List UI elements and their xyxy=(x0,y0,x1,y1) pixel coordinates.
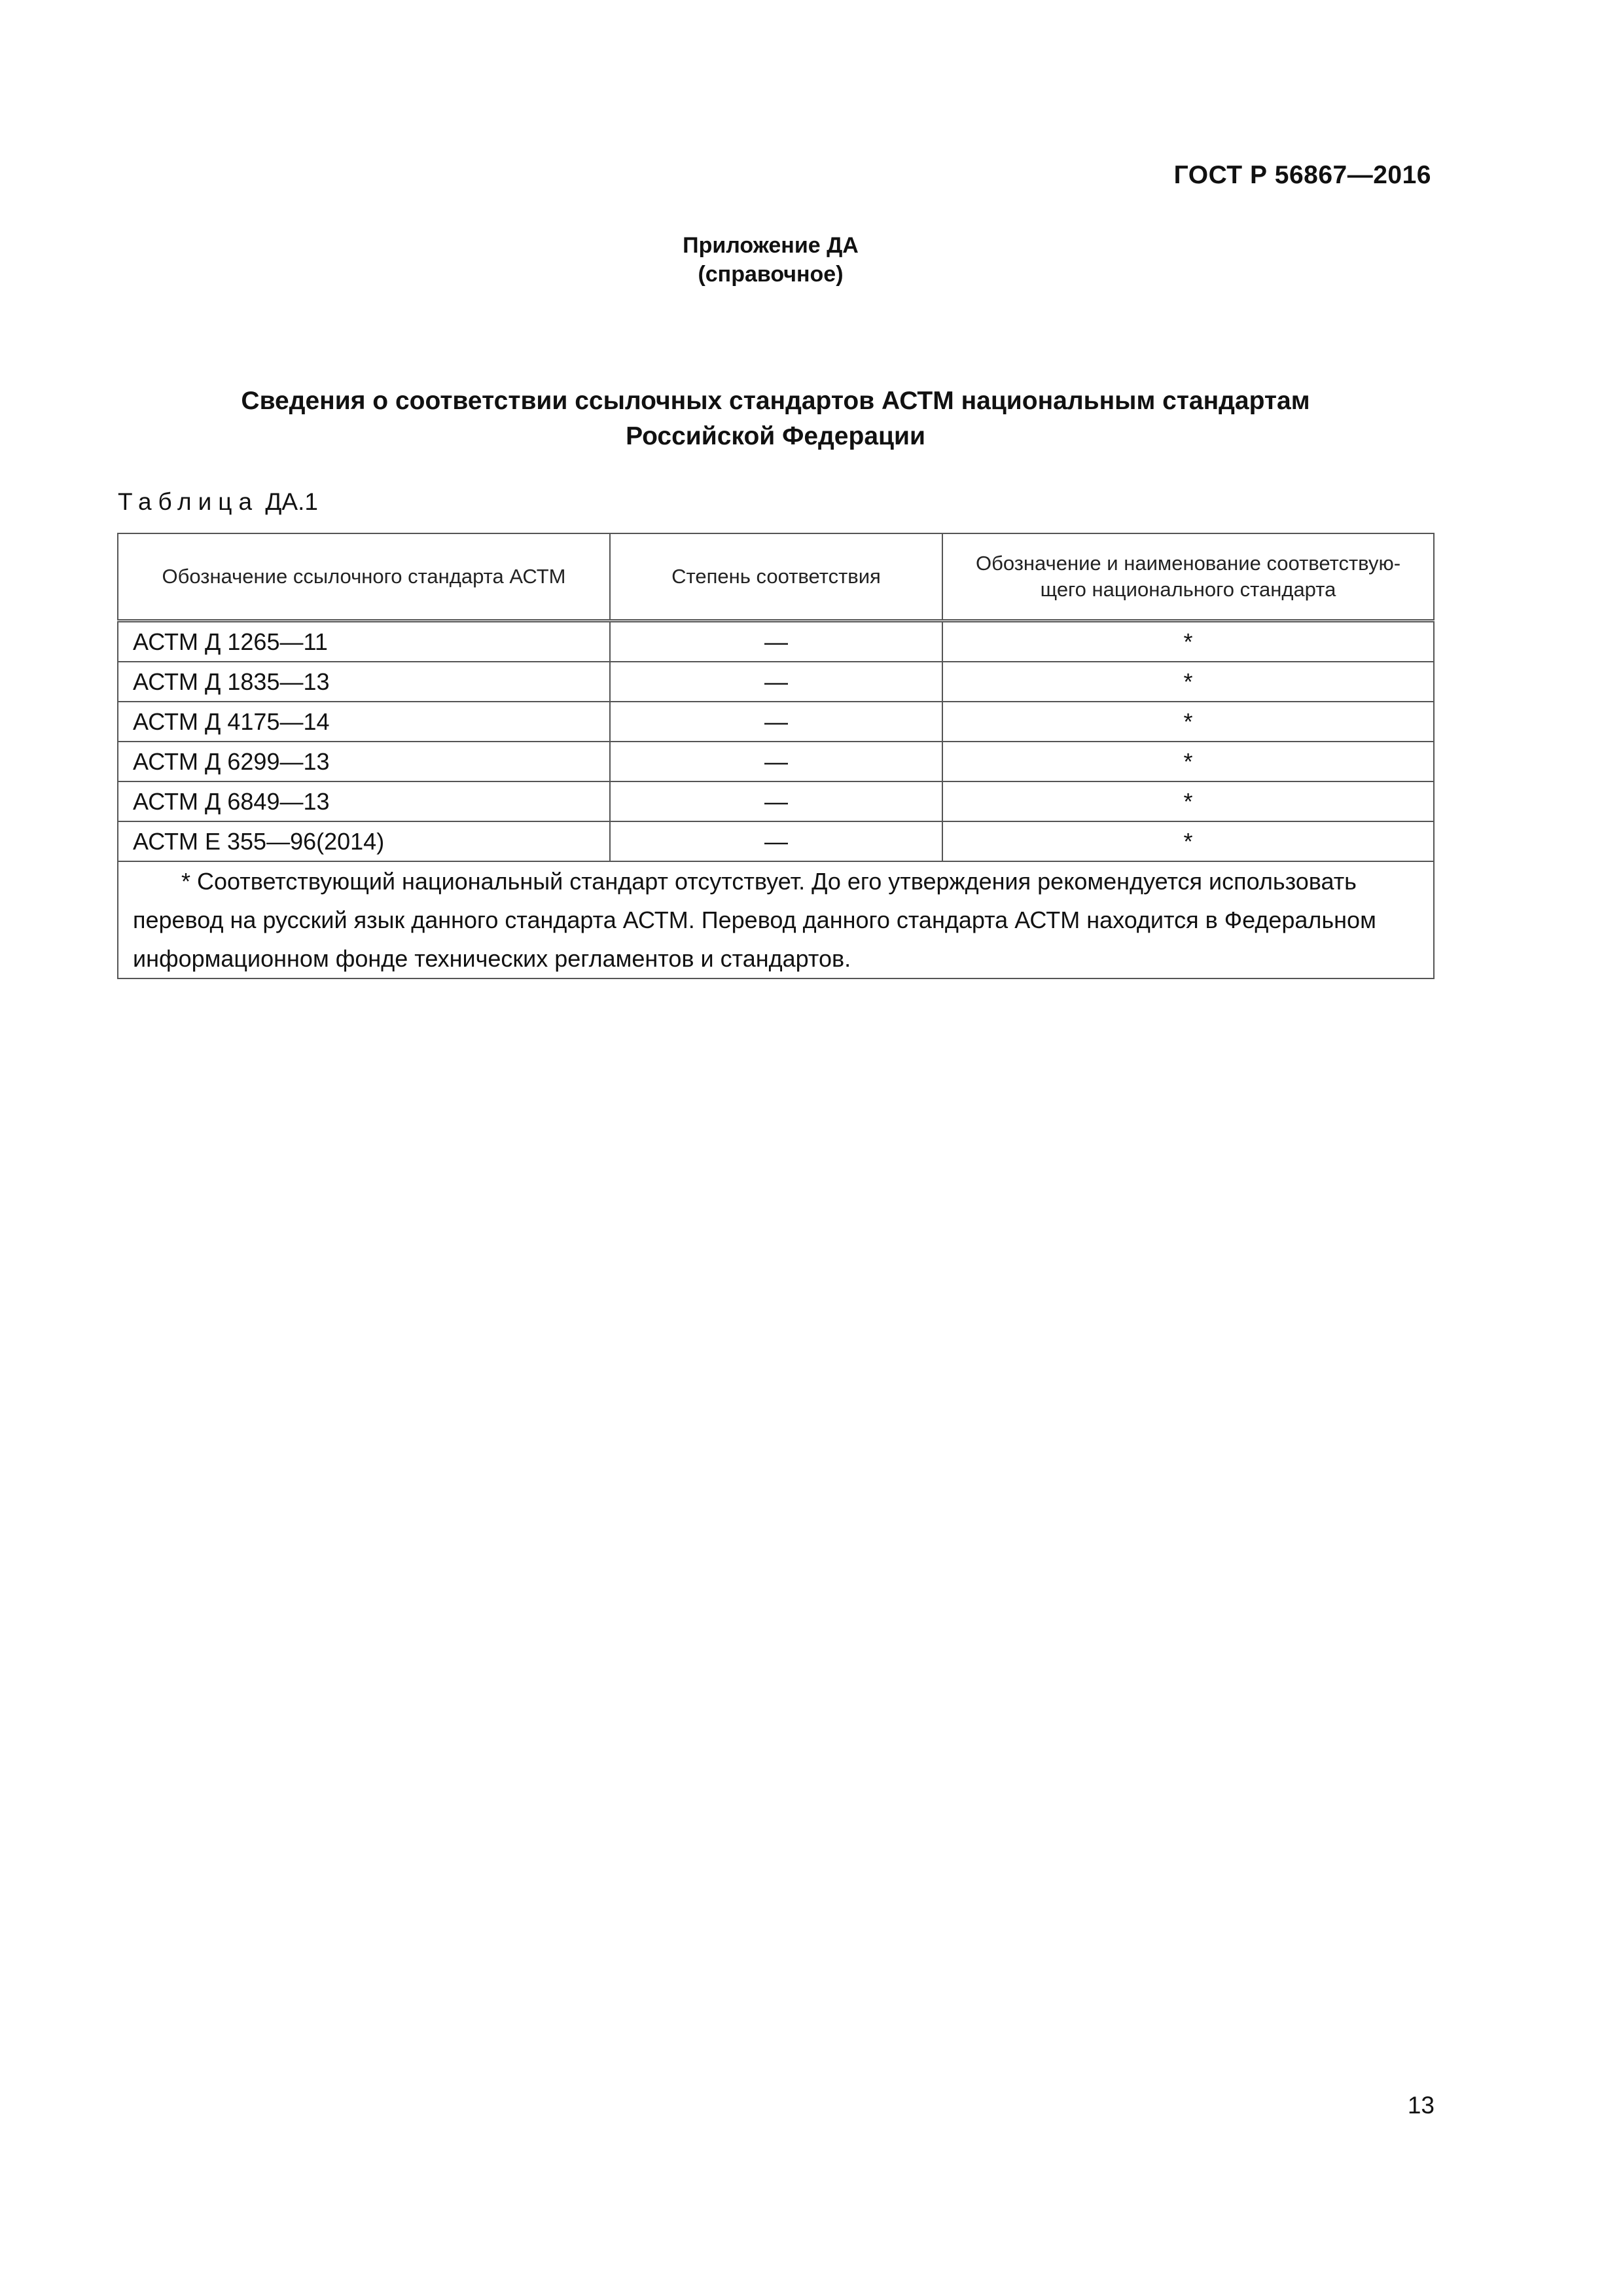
cell-national: * xyxy=(942,781,1434,821)
page-number: 13 xyxy=(1407,2092,1435,2119)
cell-national: * xyxy=(942,821,1434,861)
cell-standard: АСТМ Д 1265—11 xyxy=(118,621,610,662)
table-header-row xyxy=(118,533,1434,621)
cell-degree: — xyxy=(610,662,942,702)
cell-standard: АСТМ Д 4175—14 xyxy=(118,702,610,742)
cell-degree: — xyxy=(610,821,942,861)
annex-heading xyxy=(118,384,1433,454)
annex-heading-line-1: Сведения о соответствии ссылочных стандартов АСТМ национальным стандартам xyxy=(241,387,1310,415)
document-code: ГОСТ Р 56867—2016 xyxy=(1173,161,1431,189)
table-footnote-row xyxy=(118,861,1434,978)
cell-degree: — xyxy=(610,781,942,821)
cell-national: * xyxy=(942,742,1434,781)
cell-degree: — xyxy=(610,742,942,781)
cell-national: * xyxy=(942,702,1434,742)
table-caption-number: ДА.1 xyxy=(265,488,318,515)
reference-standards-table xyxy=(117,533,1435,979)
cell-national: * xyxy=(942,621,1434,662)
table-row xyxy=(118,662,1434,702)
cell-degree: — xyxy=(610,621,942,662)
cell-standard: АСТМ Д 6849—13 xyxy=(118,781,610,821)
table-row xyxy=(118,742,1434,781)
cell-standard: АСТМ Е 355—96(2014) xyxy=(118,821,610,861)
column-header-national: Обозначение и наименование соответствую-щего национального стандарта xyxy=(942,533,1434,621)
table-caption-prefix: Таблица xyxy=(118,488,259,515)
cell-degree: — xyxy=(610,702,942,742)
cell-national: * xyxy=(942,662,1434,702)
annex-status: (справочное) xyxy=(698,262,844,287)
column-header-degree: Степень соответствия xyxy=(610,533,942,621)
table-caption xyxy=(118,488,318,516)
cell-standard: АСТМ Д 1835—13 xyxy=(118,662,610,702)
table-row xyxy=(118,781,1434,821)
annex-heading-line-2: Российской Федерации xyxy=(626,422,925,450)
table-row xyxy=(118,821,1434,861)
column-header-standard: Обозначение ссылочного стандарта АСТМ xyxy=(118,533,610,621)
table-row xyxy=(118,702,1434,742)
table-footnote: * Соответствующий национальный стандарт отсутствует. До его утверждения рекомендуется использовать перевод на русский язык данного стандарта АСТМ. Перевод данного стандарта АСТМ находится в Федеральном информационном фонде технических регламентов и стандартов. xyxy=(118,861,1434,978)
cell-standard: АСТМ Д 6299—13 xyxy=(118,742,610,781)
annex-title: Приложение ДА xyxy=(683,233,859,258)
table-row xyxy=(118,621,1434,662)
